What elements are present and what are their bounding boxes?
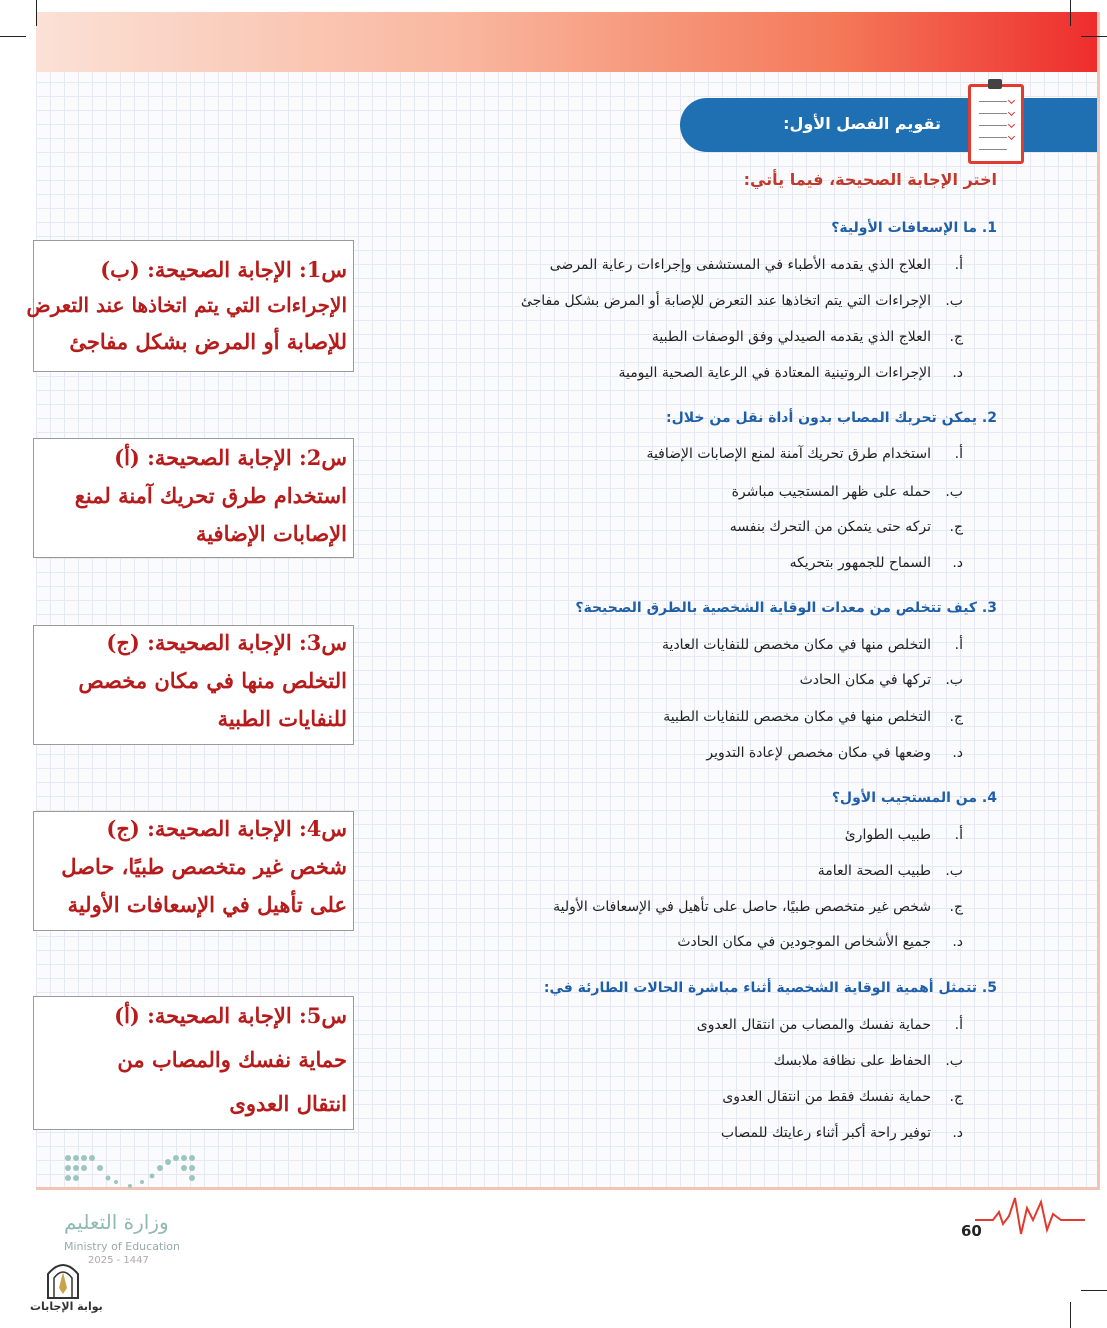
option: أ.طبيب الطوارئ [844,827,963,843]
option: أ.استخدام طرق تحريك آمنة لمنع الإصابات الإضافية [646,446,963,462]
option: ج.العلاج الذي يقدمه الصيدلي وفق الوصفات الطبية [651,329,963,345]
clipboard-icon [968,84,1024,164]
answer-text: للنفايات الطبية [217,706,347,731]
question-title: 3. كيف تتخلص من معدات الوقاية الشخصية بالطرق الصحيحة؟ [575,600,997,616]
answer-box-1 [26,240,354,372]
portal-logo-icon [40,1258,86,1300]
option: ج.التخلص منها في مكان مخصص للنفايات الطبية [663,709,963,725]
ministry-name-ar: وزارة التعليم [64,1210,169,1234]
question-title: 1. ما الإسعافات الأولية؟ [831,220,997,236]
option: ب.الحفاظ على نظافة ملابسك [773,1053,963,1069]
ministry-logo-icon [62,1150,202,1200]
option: ب.تركها في مكان الحادث [799,672,963,688]
option: ب.طبيب الصحة العامة [817,863,963,879]
crop-mark [1070,1302,1071,1328]
crop-mark [0,36,26,37]
answer-heading: س4: الإجابة الصحيحة: (ج) [106,816,347,841]
option: ب.حمله على ظهر المستجيب مباشرة [731,484,963,500]
answer-heading: س5: الإجابة الصحيحة: (أ) [114,1003,347,1028]
ministry-year: 2025 - 1447 [88,1255,149,1266]
answer-box-4 [33,811,354,931]
crop-mark [1081,36,1107,37]
answer-text: على تأهيل في الإسعافات الأولية [67,892,347,917]
question-title: 5. تتمثل أهمية الوقاية الشخصية أثناء مباشرة الحالات الطارئة في: [543,980,997,996]
top-banner [36,12,1097,72]
answer-text: شخص غير متخصص طبيًا، حاصل [61,854,347,879]
answer-heading: س3: الإجابة الصحيحة: (ج) [106,630,347,655]
answer-text: انتقال العدوى [229,1091,347,1116]
answer-box-2 [33,438,354,558]
answer-text: الإصابات الإضافية [195,521,347,546]
option: ج.حماية نفسك فقط من انتقال العدوى [722,1089,963,1105]
instruction: اختر الإجابة الصحيحة، فيما يأتي: [743,170,997,189]
answer-text: حماية نفسك والمصاب من [117,1047,347,1072]
option: د.وضعها في مكان مخصص لإعادة التدوير [706,745,963,761]
answer-text: استخدام طرق تحريك آمنة لمنع [74,483,347,508]
option: د.السماح للجمهور بتحريكه [789,555,963,571]
crop-mark [36,0,37,26]
crop-mark [1070,0,1071,26]
chapter-title: تقويم الفصل الأول: [783,114,941,133]
option: د.جميع الأشخاص الموجودين في مكان الحادث [677,934,963,950]
answer-box-5 [33,996,354,1130]
option: د.الإجراءات الروتينية المعتادة في الرعاية الصحية اليومية [618,365,963,381]
question-title: 2. يمكن تحريك المصاب بدون أداة نقل من خلال: [666,410,997,426]
option: ج.شخص غير متخصص طبيًا، حاصل على تأهيل في الإسعافات الأولية [553,899,963,915]
answer-text: للإصابة أو المرض بشكل مفاجئ [69,329,347,354]
option: د.توفير راحة أكبر أثناء رعايتك للمصاب [720,1125,963,1141]
question-title: 4. من المستجيب الأول؟ [831,790,997,806]
page-number: 60 [961,1222,982,1240]
crop-mark [1081,1290,1107,1291]
answer-box-3 [33,625,354,745]
answer-text: التخلص منها في مكان مخصص [78,668,347,693]
option: ج.تركه حتى يتمكن من التحرك بنفسه [729,519,963,535]
portal-label: بوابة الإجابات [30,1300,103,1313]
option: أ.التخلص منها في مكان مخصص للنفايات العادية [662,637,963,653]
heartbeat-icon [975,1190,1085,1240]
option: أ.العلاج الذي يقدمه الأطباء في المستشفى وإجراءات رعاية المرضى [549,257,963,273]
answer-text: الإجراءات التي يتم اتخاذها عند التعرض [26,293,347,317]
answer-heading: س2: الإجابة الصحيحة: (أ) [114,445,347,470]
answer-heading: س1: الإجابة الصحيحة: (ب) [100,257,347,282]
option: أ.حماية نفسك والمصاب من انتقال العدوى [696,1017,963,1033]
option: ب.الإجراءات التي يتم اتخاذها عند التعرض للإصابة أو المرض بشكل مفاجئ [520,293,963,309]
ministry-name-en: Ministry of Education [64,1240,181,1253]
